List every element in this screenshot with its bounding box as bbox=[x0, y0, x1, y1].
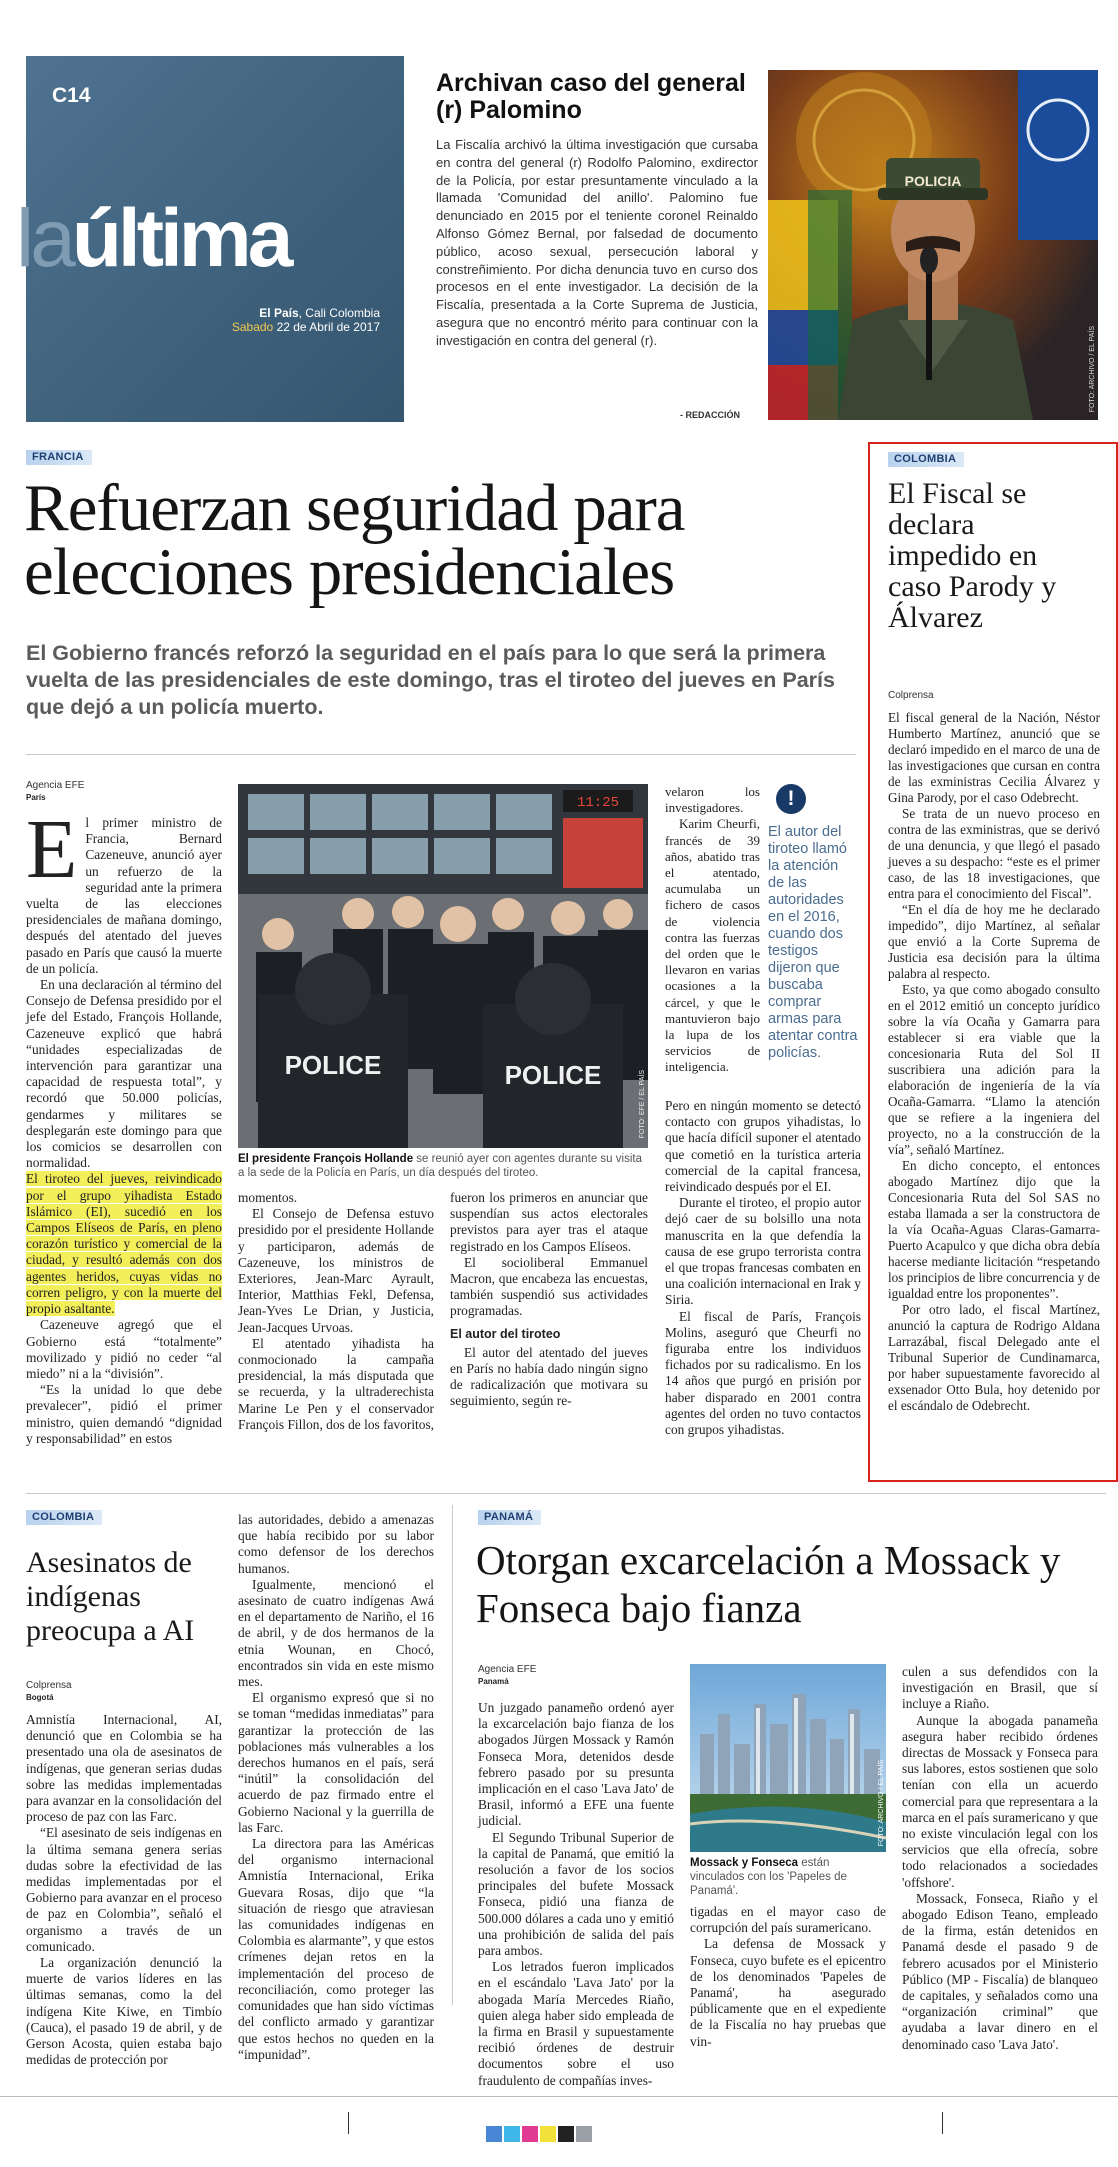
francia-col-3 bbox=[450, 1190, 648, 1420]
francia-col4b-p3: El fiscal de París, François Molins, aseguró que Cheurfi no figuraba entre los individuos fichados por su radicalismo. En los 14 años que purgó en prisión por haber disparado en 2001 contra agentes del orden no tuvo contactos con grupos yihadistas. bbox=[665, 1308, 861, 1438]
indigenas-c1-p2: “El asesinato de seis indígenas en la última semana genera serias dudas sobre la efectividad de las medidas implementadas por el Gobierno para avanzar en el proceso de paz en Colombia”, señaló el organismo a través de un comunicado. bbox=[26, 1825, 222, 1954]
panama-photo-svg bbox=[690, 1664, 886, 1852]
color-bar-swatch bbox=[540, 2126, 556, 2142]
francia-col-4b bbox=[665, 1098, 861, 1438]
francia-col3-p2: El socioliberal Emmanuel Macron, que encabeza las encuestas, también suspendió sus actividades programadas. bbox=[450, 1254, 648, 1319]
hollande-caption-bold: El presidente François Hollande bbox=[238, 1153, 414, 1165]
francia-col3-p1: fueron los primeros en anunciar que suspendían sus actos electorales previstos para ayer tras el ataque registrado en los Campos Elíseos. bbox=[450, 1190, 648, 1254]
indigenas-c2-p1: las autoridades, debido a amenazas que había recibido por su labor como defensor de los derechos humanos. bbox=[238, 1512, 434, 1576]
indigenas-c1-p1: Amnistía Internacional, AI, denunció que en Colombia se ha presentado una ola de asesinatos de indígenas, que generan serias dudas sobre las medidas implementadas para avanzar en la consolidación del proceso de paz con las Farc. bbox=[26, 1712, 222, 1825]
fiscal-headline: El Fiscal se declara impedido en caso Parody y Álvarez bbox=[888, 477, 1057, 634]
panama-caption bbox=[690, 1856, 886, 1898]
panama-c1-p1: Un juzgado panameño ordenó ayer la excarcelación bajo fianza de los abogados Jürgen Mossack y Ramón Fonseca Mora, detenidos desde febrero pasado por su presunta implicación en el caso 'Lava Jato' de Brasil, informó a EFE una fuente judicial. bbox=[478, 1700, 674, 1829]
francia-col4a-p2: Karim Cheurfi, francés de 39 años, abatido tras el atentado, acumulaba un fichero de casos de violencia contra las fuerzas del orden que le llevaron en varias ocasiones a la cárcel, y que le mantuvieron bajo la lupa de los servicios de inteligencia. bbox=[665, 816, 760, 1075]
indigenas-byline bbox=[26, 1680, 72, 1704]
francia-col1-p3 bbox=[26, 1171, 222, 1317]
panama-col-2 bbox=[690, 1904, 886, 2049]
vest-label-1: POLICE bbox=[284, 1050, 382, 1080]
francia-col3-p3: El autor del atentado del jueves en París no había dado ningún signo de radicalización que motivara su seguimiento, según re- bbox=[450, 1344, 648, 1409]
fiscal-p4: Esto, ya que como abogado consulto en el 2012 emitió un concepto jurídico sobre la vía Ocaña y Gamarra para establecer si era viable que la concesionaria Ruta del Sol II suscribiera una adición para la elaboración de ingeniería de la vía Ocaña-Gamarra. “Llamo la atención que se refiere a la ingeniera del proyecto, no a la construcción de la vía”, señaló Martínez. bbox=[888, 982, 1100, 1157]
francia-col1-p3-highlight: El tiroteo del jueves, reivindicado por el grupo yihadista Estado Islámico (EI), sucedió en los Campos Elíseos de París, en pleno corazón turístico y comercial de la ciudad, y resultó además con dos agentes heridos, cuyas vidas no corren peligro, y con la muerte del propio asaltante. bbox=[26, 1171, 222, 1317]
color-bar-swatch bbox=[504, 2126, 520, 2142]
francia-col1-p5: “Es la unidad lo que debe prevalecer”, pidió el primer ministro, quien demandó “dignidad y responsabilidad” en estos bbox=[26, 1382, 222, 1446]
fiscal-byline: Colprensa bbox=[888, 690, 934, 701]
callout-box bbox=[768, 784, 860, 1084]
panama-col-1 bbox=[478, 1700, 674, 2088]
panama-photo-credit: FOTO: ARCHIVO / EL PAÍS bbox=[878, 1759, 885, 1846]
francia-col1-p2: En una declaración al término del Consejo de Defensa presidido por el jefe del Estado, François Hollande, Cazeneuve explicó que habrá “unidades especializadas de intervención para garantizar una capacidad de respuesta total”, y recordó que 50.000 policías, gendarmes y militares se desplegarán este domingo para que los comicios se desarrollen con normalidad. bbox=[26, 977, 222, 1171]
color-bar-swatch bbox=[558, 2126, 574, 2142]
panama-c3-p3: Mossack, Fonseca, Riaño y el abogado Edison Teano, empleado de la firma, están detenidos en Panamá desde el pasado 9 de febrero acusados por el Ministerio Público (MP - Fiscalía) de blanqueo de capitales, y señalados como una “organización criminal” que ayudaba a lavar dinero en el denominado caso 'Lava Jato'. bbox=[902, 1890, 1098, 2052]
panama-col-3 bbox=[902, 1664, 1098, 2052]
fiscal-p1: El fiscal general de la Nación, Néstor Humberto Martínez, anunció que se declaró impedido en el marco de una de las investigaciones que cursan en contra de las exministras Cecilia Álvarez y Gina Parody, por el caso Odebrecht. bbox=[888, 710, 1100, 805]
dateline bbox=[232, 306, 380, 334]
francia-dropcap: E bbox=[26, 803, 78, 896]
registration-mark-left bbox=[348, 2112, 358, 2134]
panama-agency bbox=[478, 1664, 536, 1688]
indigenas-byline-city: Bogotá bbox=[26, 1693, 54, 1702]
francia-rule bbox=[26, 754, 856, 755]
publication-name: El País bbox=[259, 306, 299, 320]
palomino-body: La Fiscalía archivó la última investigación que cursaba en contra del general (r) Rodolfo Palomino, exdirector de la Policía, por estar presuntamente vinculado a la llamada 'Comunidad del anillo'. Palomino fue denunciado en 2015 por el teniente coronel Reinaldo Alfonso Gómez Bernal, por falsedad de documento público, acoso sexual, persecución laboral y constreñimiento. Por dicha denuncia tuvo en curso dos procesos en el ente investigador. La decisión de la Fiscalía, presentada a la Corte Suprema de Justicia, asegura que no encontró mérito para continuar con la investigación en contra del general (r). bbox=[436, 137, 758, 348]
palomino-headline: Archivan caso del general (r) Palomino bbox=[436, 69, 746, 124]
francia-col3-subhead: El autor del tiroteo bbox=[450, 1326, 561, 1341]
cap-badge-text: POLICIA bbox=[904, 173, 962, 189]
indigenas-tag: COLOMBIA bbox=[26, 1510, 102, 1525]
indigenas-c2-p3: El organismo expresó que si no se toman “medidas inmediatas” para garantizar la protección de las poblaciones más vulnerables a los derechos humanos en el país, será “inútil” la consolidación del acuerdo de paz firmado entre el Gobierno Nacional y la guerrilla de las Farc. bbox=[238, 1690, 434, 1835]
panama-c1-p2: El Segundo Tribunal Superior de la capital de Panamá, que emitió la resolución a favor de los socios principales del bufete Mossack Fonseca, pidió una fianza de 500.000 dólares a cada uno y emitió una prohibición de salida del país para ambos. bbox=[478, 1829, 674, 1959]
francia-col2-p3: El atentado yihadista ha conmocionado la campaña presidencial, la más disputada que se recuerda, y la ultraderechista Marine Le Pen y el conservador François Fillon, dos de los favoritos, bbox=[238, 1335, 435, 1432]
francia-col-4a bbox=[665, 784, 760, 1096]
hollande-photo bbox=[238, 784, 648, 1148]
fiscal-body bbox=[888, 710, 1100, 1470]
section-logo bbox=[16, 194, 289, 284]
callout-text: El autor del tiroteo llamó la atención de las autoridades en el 2016, cuando dos testigos dijeron que buscaba comprar armas para atentar contra policías. bbox=[768, 824, 858, 1061]
francia-col2-p1: momentos. bbox=[238, 1190, 298, 1205]
hollande-caption-text: se reunió ayer con agentes durante su visita a la sede de la Policía en París, un día después del tiroteo. bbox=[238, 1153, 642, 1179]
indigenas-c2-p4: La directora para las Américas del organismo internacional Amnistía Internacional, Erika Guevara Rosas, dijo que “la situación de riesgo que atraviesan las comunidades indígenas en Colombia es alarmante”, y que estos crímenes dejan retos en la implementación del proceso de reconciliación, como proteger las comunidades que han sido víctimas del conflicto armado y garantizar que estos hechos no queden en la “impunidad”. bbox=[238, 1836, 434, 2062]
color-bar bbox=[486, 2126, 592, 2142]
panama-agency-name: Agencia EFE bbox=[478, 1664, 537, 1675]
publication-city: , Cali Colombia bbox=[298, 306, 380, 320]
francia-col-2 bbox=[238, 1190, 435, 1432]
publication-date: 22 de Abril de 2017 bbox=[273, 320, 380, 334]
panama-c2-p1: tigadas en el mayor caso de corrupción del país suramericano. bbox=[690, 1904, 886, 1936]
francia-deck: El Gobierno francés reforzó la seguridad en el país para lo que será la primera vuelta de las presidenciales de este domingo, tras el tiroteo del jueves en París que dejó a un policía muerto. bbox=[26, 641, 835, 719]
middle-rule bbox=[26, 1493, 1106, 1494]
publication-day: Sabado bbox=[231, 320, 274, 334]
hollande-caption bbox=[238, 1152, 648, 1180]
fiscal-p2: Se trata de un nuevo proceso en contra de las exministras, que se derivó de una denuncia, y que llegó el pasado jueves a su despacho: “este es el primer caso, de las 18 investigaciones, que entra para el conocimiento del Fiscal”. bbox=[888, 806, 1100, 901]
francia-col4b-p2: Durante el tiroteo, el propio autor dejó caer de su bolsillo una nota manuscrita en la que defendía la causa de ese grupo terrorista contra el que tropas francesas combaten en una coalición internacional en Irak y Siria. bbox=[665, 1195, 861, 1308]
indigenas-c2-p2: Igualmente, mencionó el asesinato de cuatro indígenas Awá en el departamento de Nariño, el 16 de abril, y de dos hermanos de la etnia Wounan, en Chocó, encontrados sin vida en este mismo mes. bbox=[238, 1576, 434, 1690]
panama-city-photo bbox=[690, 1664, 886, 1852]
screen-clock-text: 11:25 bbox=[576, 795, 620, 811]
fiscal-p5: En dicho concepto, el entonces abogado Martínez dijo que la Concesionaria Ruta del Sol SAS no estaba llamada a ser la constructora de la vía Ocaña-Aguas Claras-Gamarra-Puerto Acapulco y que dicha obra debía hacerse mediante licitación “respetando los principios de libre concurrencia y de igualdad entre los proponentes”. bbox=[888, 1158, 1100, 1301]
section-logo-main: última bbox=[71, 193, 290, 284]
francia-col4a-p1: velaron los investigadores. bbox=[665, 784, 760, 816]
color-bar-swatch bbox=[576, 2126, 592, 2142]
francia-col2-p2: El Consejo de Defensa estuvo presidido por el presidente Hollande y participaron, además de Cazeneuve, los ministros de Exteriores, Jean-Marc Ayrault, Interior, Matthias Fekl, Defensa, Jean-Yves Le Drian, y Justicia, Jean-Jacques Urvoas. bbox=[238, 1206, 434, 1335]
fiscal-box bbox=[868, 442, 1118, 1482]
francia-col1-lead: l primer ministro de Francia, Bernard Cazeneuve, anunció ayer un refuerzo de la seguridad ante la primera vuelta de las elecciones presidenciales de mañana domingo, después del atentado del jueves pasado en París que causó la muerte de un policía. bbox=[26, 815, 222, 976]
indigenas-headline: Asesinatos de indígenas preocupa a AI bbox=[26, 1546, 195, 1647]
section-header-box bbox=[16, 56, 404, 422]
francia-col-1 bbox=[26, 803, 222, 1446]
panama-agency-city: Panamá bbox=[478, 1677, 509, 1686]
panama-caption-text: están vinculados con los 'Papeles de Panamá'. bbox=[690, 1857, 847, 1897]
registration-mark-right bbox=[942, 2112, 952, 2134]
francia-col1-p4: Cazeneuve agregó que el Gobierno está “totalmente” movilizado y pidió no ceder “al miedo” ni a la “división”. bbox=[26, 1317, 222, 1381]
page-code: C14 bbox=[52, 84, 91, 107]
francia-tag: FRANCIA bbox=[26, 450, 92, 465]
section-logo-prefix: la bbox=[16, 193, 72, 284]
panama-tag: PANAMÁ bbox=[478, 1510, 541, 1525]
indigenas-divider bbox=[452, 1505, 453, 2005]
palomino-photo-credit: FOTO: ARCHIVO / EL PAÍS bbox=[1089, 325, 1096, 412]
color-bar-swatch bbox=[486, 2126, 502, 2142]
indigenas-col-2 bbox=[238, 1512, 434, 2062]
footer-rule bbox=[0, 2096, 1118, 2097]
palomino-signature: - REDACCIÓN bbox=[680, 410, 740, 420]
fiscal-p6: Por otro lado, el fiscal Martínez, anunció la captura de Rodrigo Aldana Larrazábal, fiscal Delegado ante el Tribunal Superior de Cundinamarca, por haber supuestamente favorecido al exsenador Otto Bula, hoy detenido por el escándalo de Odebrecht. bbox=[888, 1302, 1100, 1413]
panama-c3-p2: Aunque la abogada panameña asegura haber recibido órdenes directas de Mossack y Fonseca para sus labores, estos sostienen que solo tenían con ella un acuerdo comercial para que representara a la marca en el país suramericano y que no existe vinculación legal con los servicios que ella ofrecía, sobre todo relacionados a sociedades 'offshore'. bbox=[902, 1712, 1098, 1890]
panama-caption-bold: Mossack y Fonseca bbox=[690, 1857, 799, 1869]
hollande-photo-svg bbox=[238, 784, 648, 1148]
francia-agency-name: Agencia EFE bbox=[26, 780, 85, 791]
fiscal-p3: “En el día de hoy me he declarado impedido”, dijo Martínez, al señalar que envió a la Corte Suprema de Justicia esa decisión para la última palabra al respecto. bbox=[888, 902, 1100, 981]
vest-label-2: POLICE bbox=[504, 1060, 602, 1090]
alert-icon: ! bbox=[776, 784, 806, 814]
francia-agency-city: París bbox=[26, 793, 46, 802]
hollande-photo-credit: FOTO: EFE / EL PAÍS bbox=[639, 1069, 646, 1138]
color-bar-swatch bbox=[522, 2126, 538, 2142]
panama-c3-p1: culen a sus defendidos con la investigación en Brasil, que sí incluye a Riaño. bbox=[902, 1664, 1098, 1712]
francia-agency bbox=[26, 780, 84, 804]
francia-col4b-p1: Pero en ningún momento se detectó contacto con grupos yihadistas, lo que hacía difícil suponer el atentado que cometió en la turística arteria comercial de la capital francesa, reivindicado después por el EI. bbox=[665, 1098, 861, 1195]
francia-headline: Refuerzan seguridad para elecciones presidenciales bbox=[24, 471, 685, 609]
panama-headline: Otorgan excarcelación a Mossack y Fonseca bajo fianza bbox=[476, 1537, 1061, 1631]
indigenas-c1-p3: La organización denunció la muerte de varios líderes en las últimas semanas, como la del indígena Kite Kiwe, en Timbío (Cauca), el pasado 19 de abril, y de Gerson Acosta, quien estaba bajo medidas de protección por bbox=[26, 1955, 222, 2068]
indigenas-byline-name: Colprensa bbox=[26, 1680, 72, 1691]
panama-c1-p3: Los letrados fueron implicados en el escándalo 'Lava Jato' por la abogada María Mercedes Riaño, quien alega haber sido empleada de la firma en Brasil y supuestamente recibió órdenes de destruir documentos sobre el uso fraudulento de compañías inves- bbox=[478, 1959, 674, 2088]
palomino-photo-svg bbox=[768, 70, 1098, 420]
palomino-photo bbox=[768, 70, 1098, 420]
panama-c2-p2: La defensa de Mossack y Fonseca, cuyo bufete es el epicentro de los denominados 'Papeles de Panamá', ha asegurado públicamente que en el expediente de la Fiscalía no hay pruebas que vin- bbox=[690, 1936, 886, 2049]
indigenas-col-1 bbox=[26, 1712, 222, 2068]
fiscal-tag: COLOMBIA bbox=[888, 452, 964, 467]
